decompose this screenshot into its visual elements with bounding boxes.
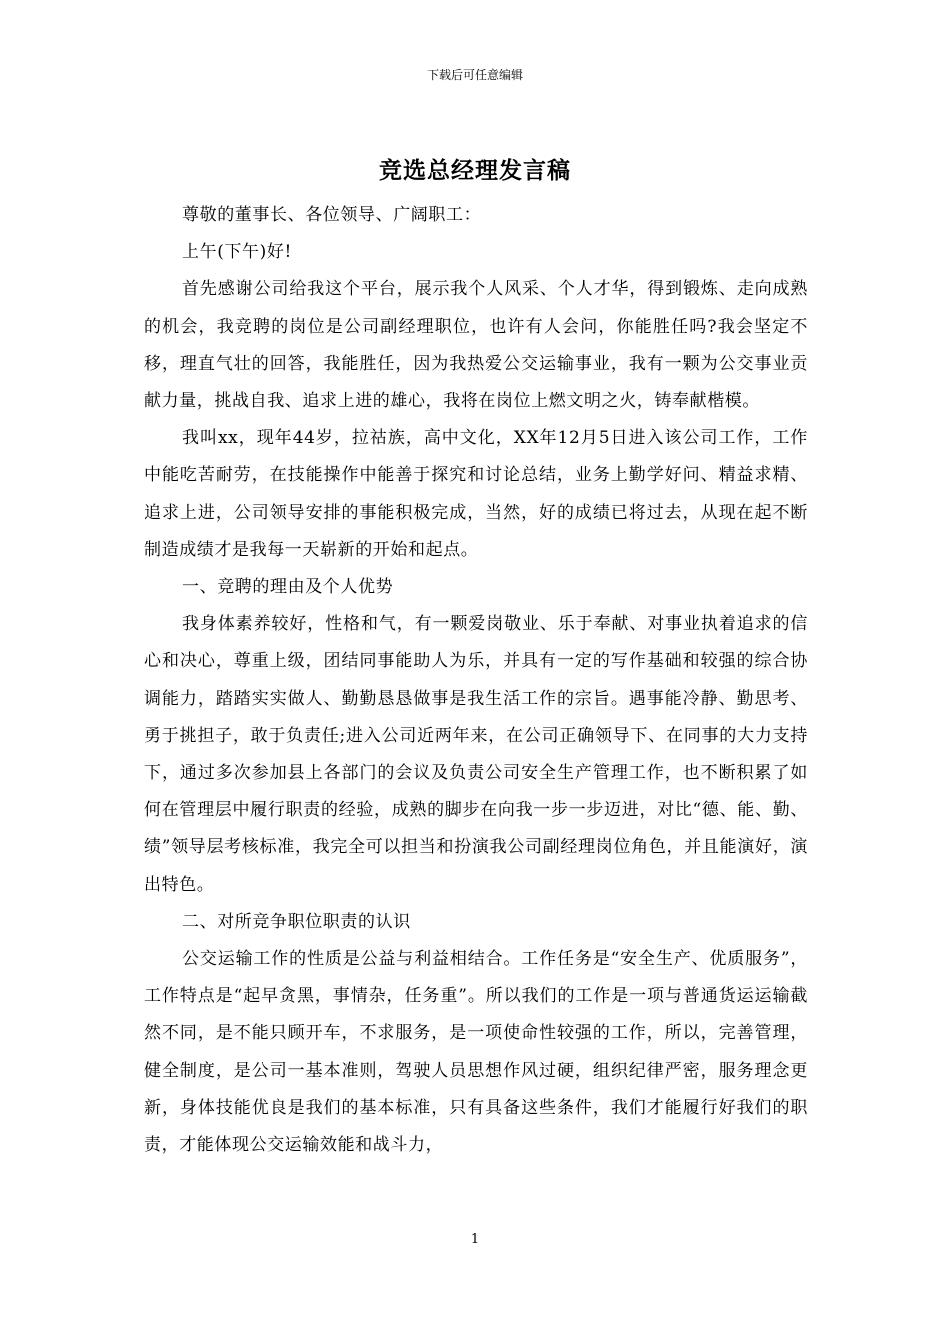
document-title: 竞选总经理发言稿 [379,157,571,184]
paragraph-advantages: 我身体素养较好，性格和气，有一颗爱岗敬业、乐于奉献、对事业执着追求的信心和决心，尊重上级，团结同事能助人为乐，并具有一定的写作基础和较强的综合协调能力，踏踏实实做人、勤勤恳恳做事是我生活工作的宗旨。遇事能冷静、勤思考、勇于挑担子，敢于负责任;进入公司近两年来，在公司正确领导下、在同事的大力支持下，通过多次参加县上各部门的会议及负责公司安全生产管理工作，也不断积累了如何在管理层中履行职责的经验，成熟的脚步在向我一步一步迈进，对比“德、能、勤、绩”领导层考核标准，我完全可以担当和扮演我公司副经理岗位角色，并且能演好，演出特色。 [144,614,808,895]
paragraph-introduction: 首先感谢公司给我这个平台，展示我个人风采、个人才华，得到锻炼、走向成熟的机会，我竞聘的岗位是公司副经理职位，也许有人会问，你能胜任吗?我会坚定不移，理直气壮的回答，我能胜任，因为我热爱公交运输事业，我有一颗为公交事业贡献力量，挑战自我、追求上进的雄心，我将在岗位上燃文明之火，铸奉献楷模。 [144,279,808,412]
page-header-note: 下载后可任意编辑 [426,68,523,82]
paragraph-self-intro: 我叫xx，现年44岁，拉祜族，高中文化，XX年12月5日进入该公司工作，工作中能吃苦耐劳，在技能操作中能善于探究和讨论总结，业务上勤学好问、精益求精、追求上进，公司领导安排的事能积极完成，当然，好的成绩已将过去，从现在起不断制造成绩才是我每一天崭新的开始和起点。 [144,428,808,560]
section-heading-2: 二、对所竞争职位职责的认识 [182,911,411,932]
page-number: 1 [470,1232,480,1247]
document-body [144,197,808,1164]
paragraph-greeting: 上午(下午)好! [182,242,292,263]
paragraph-salutation: 尊敬的董事长、各位领导、广阔职工： [182,205,482,225]
section-heading-1: 一、竞聘的理由及个人优势 [182,577,394,598]
paragraph-duties: 公交运输工作的性质是公益与利益相结合。工作任务是“安全生产、优质服务”，工作特点是“起早贪黑，事情杂，任务重”。所以我们的工作是一项与普通货运运输截然不同，是不能只顾开车，不求服务，是一项使命性较强的工作，所以，完善管理，健全制度，是公司一基本准则，驾驶人员思想作风过硬，组织纪律严密，服务理念更新，身体技能优良是我们的基本标准，只有具备这些条件，我们才能履行好我们的职责，才能体现公交运输效能和战斗力， [144,949,808,1156]
